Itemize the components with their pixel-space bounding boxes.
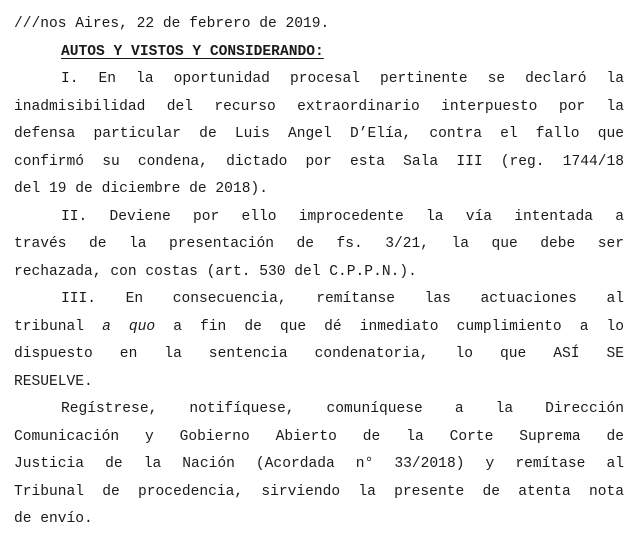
paragraph-2-line-2: través de la presentación de fs. 3/21, la que debe ser xyxy=(14,236,624,252)
latin-term-a-quo: a quo xyxy=(102,318,156,335)
paragraph-4-line-3: Justicia de la Nación (Acordada n° 33/2018) y remítase al xyxy=(14,456,624,472)
paragraph-2-line-1: II. Deviene por ello improcedente la vía intentada a xyxy=(61,208,624,225)
paragraph-1 xyxy=(14,66,624,204)
paragraph-1-line-2: inadmisibilidad del recurso extraordinario interpuesto por la xyxy=(14,98,624,115)
paragraph-2-line-3: rechazada, con costas (art. 530 del C.P.P.N.). xyxy=(14,263,417,280)
opening-line: ///nos Aires, 22 de febrero de 2019. xyxy=(14,16,330,32)
paragraph-1-line-1: I. En la oportunidad procesal pertinente se declaró la xyxy=(61,71,624,87)
resolution-document xyxy=(14,11,624,534)
paragraph-3-line-2-start: tribunal xyxy=(14,318,103,335)
paragraph-4 xyxy=(14,396,624,534)
paragraph-1-line-4: confirmó su condena, dictado por esta Sala III (reg. 1744/18 xyxy=(14,153,624,170)
paragraph-3-line-3: dispuesto en la sentencia condenatoria, lo que ASÍ SE xyxy=(14,346,624,362)
paragraph-4-line-2: Comunicación y Gobierno Abierto de la Corte Suprema de xyxy=(14,428,624,445)
paragraph-4-line-4: Tribunal de procedencia, sirviendo la presente de atenta nota xyxy=(14,483,624,500)
paragraph-1-line-5: del 19 de diciembre de 2018). xyxy=(14,181,268,197)
paragraph-2 xyxy=(14,204,624,287)
paragraph-3-line-1: III. En consecuencia, remítanse las actuaciones al xyxy=(61,291,624,307)
paragraph-3-line-2 xyxy=(14,314,624,342)
paragraph-3 xyxy=(14,286,624,396)
paragraph-1-line-3: defensa particular de Luis Angel D’Elía, contra el fallo que xyxy=(14,126,624,142)
section-heading: AUTOS Y VISTOS Y CONSIDERANDO: xyxy=(61,43,324,60)
paragraph-4-line-1: Regístrese, notifíquese, comuníquese a la Dirección xyxy=(61,401,624,417)
paragraph-3-line-4: RESUELVE. xyxy=(14,373,93,390)
paragraph-3-line-2-end: a fin de que dé inmediato cumplimiento a lo xyxy=(155,318,625,335)
paragraph-4-line-5: de envío. xyxy=(14,511,93,527)
